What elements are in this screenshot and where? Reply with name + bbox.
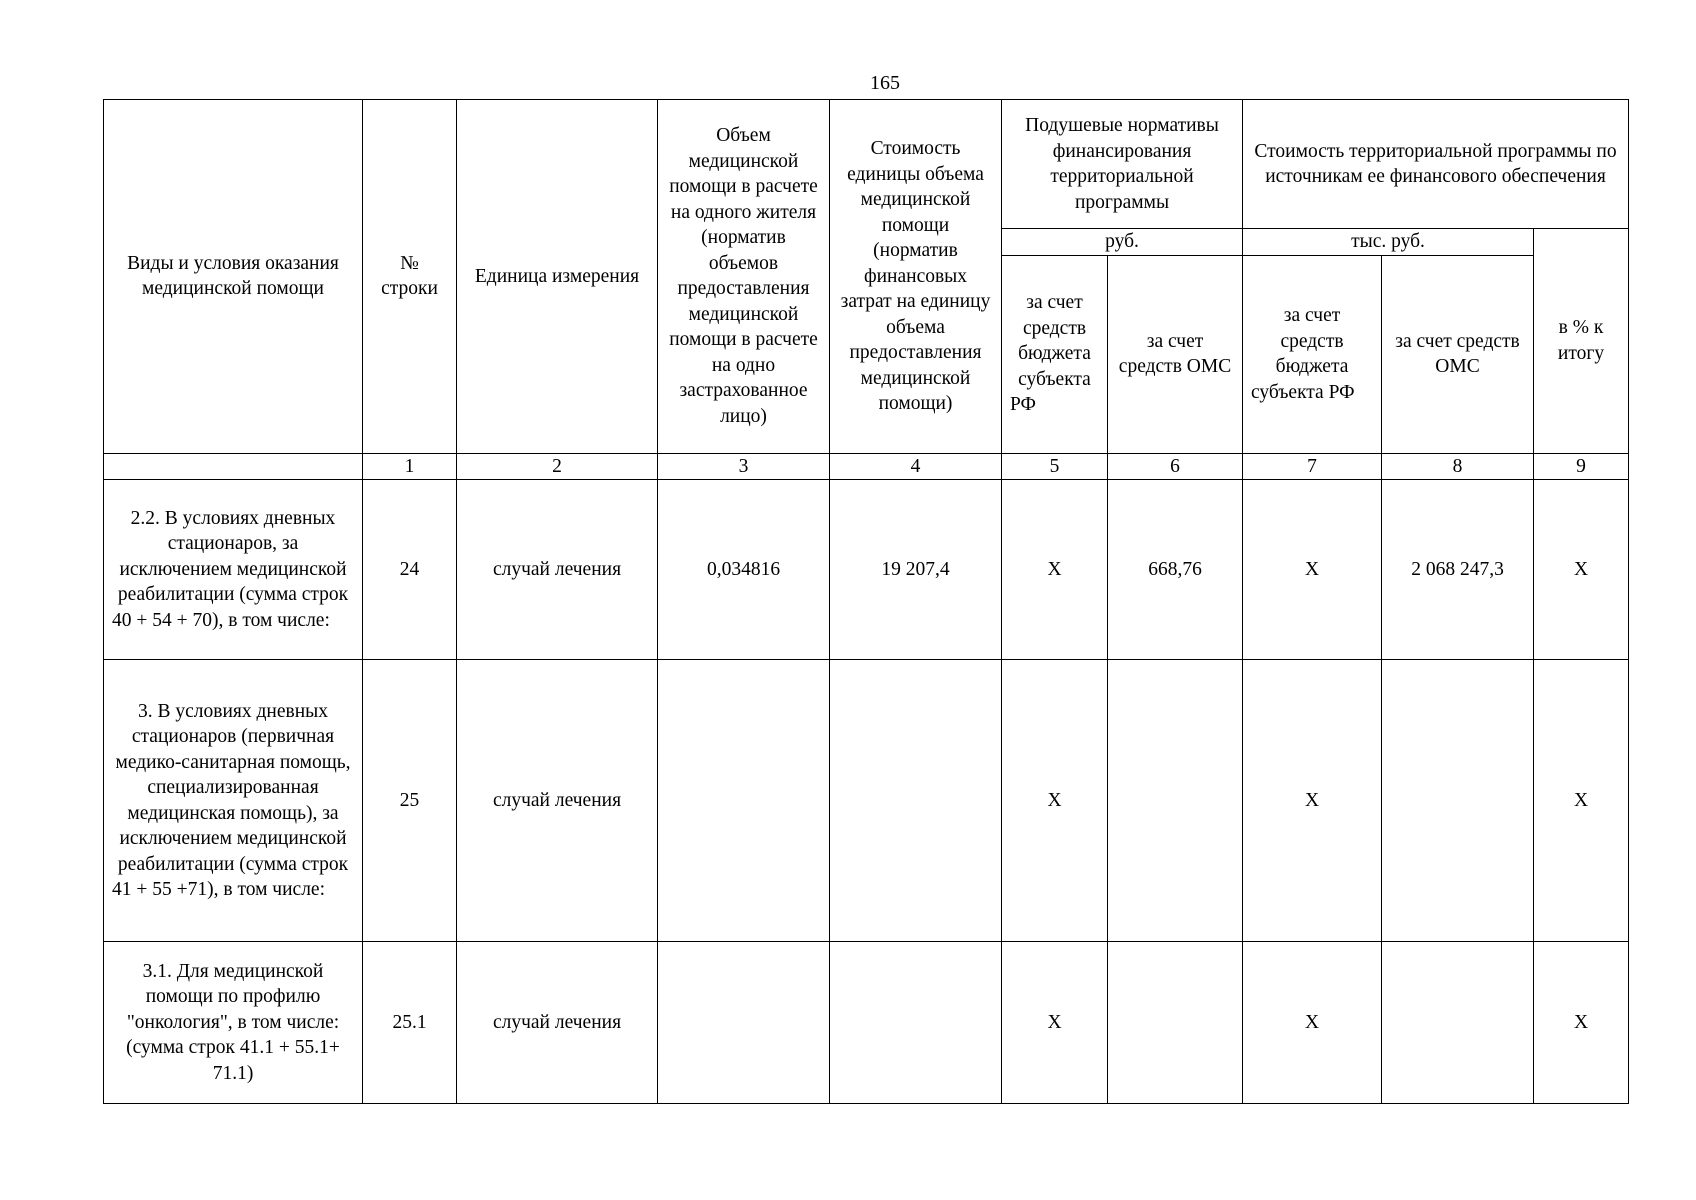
row-unit: случай лечения: [457, 942, 658, 1104]
row-name: 3. В условиях дневных стационаров (первичная медико-санитарная помощь, специализированная медицинская помощь), за исключением медицинской реабилитации (сумма строк 41 + 55 +71), в том числе:: [104, 660, 363, 942]
row-pc-oms: 668,76: [1108, 480, 1243, 660]
row-pr-budget: Х: [1243, 480, 1382, 660]
header-pc-oms: за счет средств ОМС: [1108, 255, 1243, 453]
row-number: 25.1: [363, 942, 457, 1104]
column-number: 1: [363, 453, 457, 480]
row-percent: Х: [1534, 942, 1629, 1104]
table-row: [104, 480, 1629, 660]
row-number: 25: [363, 660, 457, 942]
header-type: Виды и условия оказания медицинской помощи: [104, 100, 363, 454]
page-number: 165: [870, 72, 900, 94]
row-percent: Х: [1534, 660, 1629, 942]
row-pr-oms: [1382, 660, 1534, 942]
row-pc-budget: Х: [1002, 660, 1108, 942]
header-unit-rub: руб.: [1002, 229, 1243, 256]
header-pc-budget: за счет средств бюджета субъекта РФ: [1002, 255, 1108, 453]
column-number: 6: [1108, 453, 1243, 480]
column-number-row: [104, 453, 1629, 480]
header-unit-thous-rub: тыс. руб.: [1243, 229, 1534, 256]
row-percent: Х: [1534, 480, 1629, 660]
header-row-num: № строки: [363, 100, 457, 454]
row-pc-oms: [1108, 660, 1243, 942]
row-pc-budget: Х: [1002, 480, 1108, 660]
column-number: 7: [1243, 453, 1382, 480]
row-pr-oms: 2 068 247,3: [1382, 480, 1534, 660]
row-cost: 19 207,4: [830, 480, 1002, 660]
row-pc-budget: Х: [1002, 942, 1108, 1104]
row-unit: случай лечения: [457, 480, 658, 660]
row-unit: случай лечения: [457, 660, 658, 942]
column-number: 5: [1002, 453, 1108, 480]
header-per-capita-group: Подушевые нормативы финансирования территориальной программы: [1002, 100, 1243, 229]
row-volume: 0,034816: [658, 480, 830, 660]
row-pr-oms: [1382, 942, 1534, 1104]
table-row: [104, 660, 1629, 942]
row-number: 24: [363, 480, 457, 660]
header-volume: Объем медицинской помощи в расчете на одного жителя (норматив объемов предоставления медицинской помощи в расчете на одно застрахованное лицо): [658, 100, 830, 454]
row-cost: [830, 660, 1002, 942]
table-row: [104, 942, 1629, 1104]
header-pr-budget: за счет средств бюджета субъекта РФ: [1243, 255, 1382, 453]
header-program-cost-group: Стоимость территориальной программы по источникам ее финансового обеспечения: [1243, 100, 1629, 229]
column-number: 2: [457, 453, 658, 480]
column-number: 4: [830, 453, 1002, 480]
column-number: 9: [1534, 453, 1629, 480]
column-number: 3: [658, 453, 830, 480]
row-volume: [658, 942, 830, 1104]
row-name: 3.1. Для медицинской помощи по профилю "онкология", в том числе: (сумма строк 41.1 + 55.1+ 71.1): [104, 942, 363, 1104]
row-cost: [830, 942, 1002, 1104]
header-unit: Единица измерения: [457, 100, 658, 454]
column-number: [104, 453, 363, 480]
row-volume: [658, 660, 830, 942]
header-pr-oms: за счет средств ОМС: [1382, 255, 1534, 453]
row-pr-budget: Х: [1243, 942, 1382, 1104]
header-cost: Стоимость единицы объема медицинской помощи (норматив финансовых затрат на единицу объема предоставления медицинской помощи): [830, 100, 1002, 454]
header-percent-total: в % к итогу: [1534, 229, 1629, 454]
column-number: 8: [1382, 453, 1534, 480]
financing-table: [103, 99, 1629, 1104]
row-name: 2.2. В условиях дневных стационаров, за исключением медицинской реабилитации (сумма строк 40 + 54 + 70), в том числе:: [104, 480, 363, 660]
row-pr-budget: Х: [1243, 660, 1382, 942]
row-pc-oms: [1108, 942, 1243, 1104]
